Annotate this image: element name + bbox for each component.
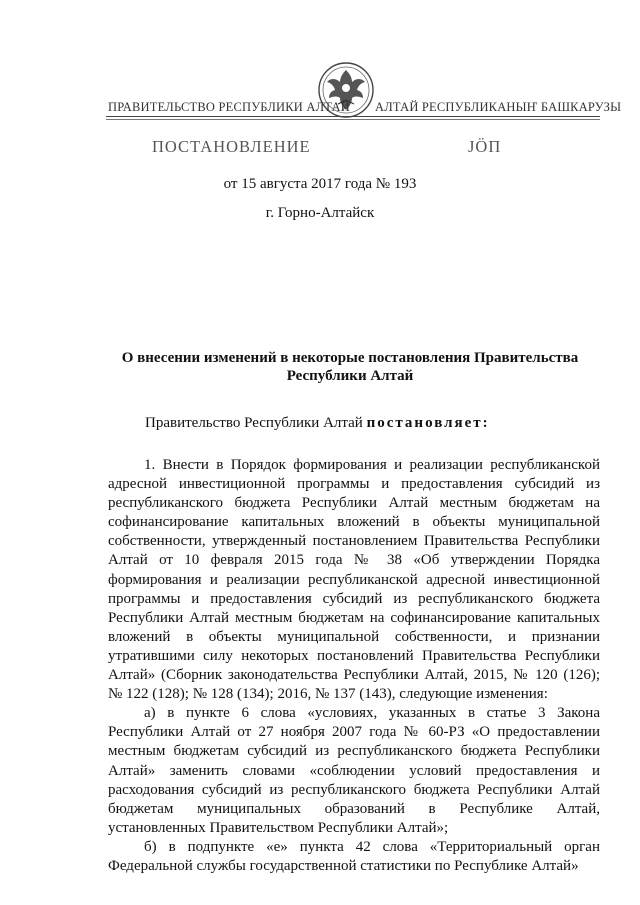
document-city: г. Горно-Алтайск: [265, 205, 375, 221]
document-type-russian: ПОСТАНОВЛЕНИЕ: [152, 137, 311, 156]
document-title: О внесении изменений в некоторые постановления Правительства Республики Алтай: [121, 350, 579, 384]
resolution-verb: постановляет:: [366, 415, 490, 431]
government-name-altai: АЛТАЙ РЕСПУБЛИКАНЫҤ БАШКАРУЗЫ: [375, 100, 622, 114]
document-body: [108, 456, 600, 876]
document-type-altai: ЈÖП: [468, 137, 502, 156]
header-divider: [106, 116, 600, 117]
resolution-preamble: [145, 415, 490, 432]
paragraph-item-1: 1. Внести в Порядок формирования и реализации республиканской адресной инвестиционной программы и предоставления субсидий из республиканского бюджета Республики Алтай местным бюджетам на софинансирование капитальных вложений в объекты муниципальной собственности, утвержденный постановлением Правительства Республики Алтай от 10 февраля 2015 года № 38 «Об утверждении Порядка формирования и реализации республиканской адресной инвестиционной программы и предоставления субсидий из республиканского бюджета Республики Алтай местным бюджетам на софинансирование капитальных вложений в объекты муниципальной собственности, и признании утратившими силу некоторых постановлений Правительства Республики Алтай» (Сборник законодательства Республики Алтай, 2015, № 120 (126); № 122 (128); № 128 (134); 2016, № 137 (143), следующие изменения:: [108, 457, 600, 703]
paragraph-subitem-a: а) в пункте 6 слова «условиях, указанных в статье 3 Закона Республики Алтай от 27 ноября 2007 года № 60-РЗ «О предоставлении местным бюджетам субсидий из республиканского бюджета Республики Алтай» заменить словами «соблюдении условий предоставления и расходования субсидий из республиканского бюджета Республики Алтай бюджетам муниципальных образований в Республике Алтай, установленных Правительством Республики Алтай»;: [108, 705, 600, 836]
header-divider-thin: [106, 119, 600, 120]
government-name-russian: ПРАВИТЕЛЬСТВО РЕСПУБЛИКИ АЛТАЙ: [108, 100, 350, 114]
resolution-lead: Правительство Республики Алтай: [145, 415, 363, 431]
document-date-number: от 15 августа 2017 года № 193: [223, 176, 417, 192]
paragraph-subitem-b: б) в подпункте «е» пункта 42 слова «Территориальный орган Федеральной службы государственной статистики по Республике Алтай»: [108, 838, 600, 874]
